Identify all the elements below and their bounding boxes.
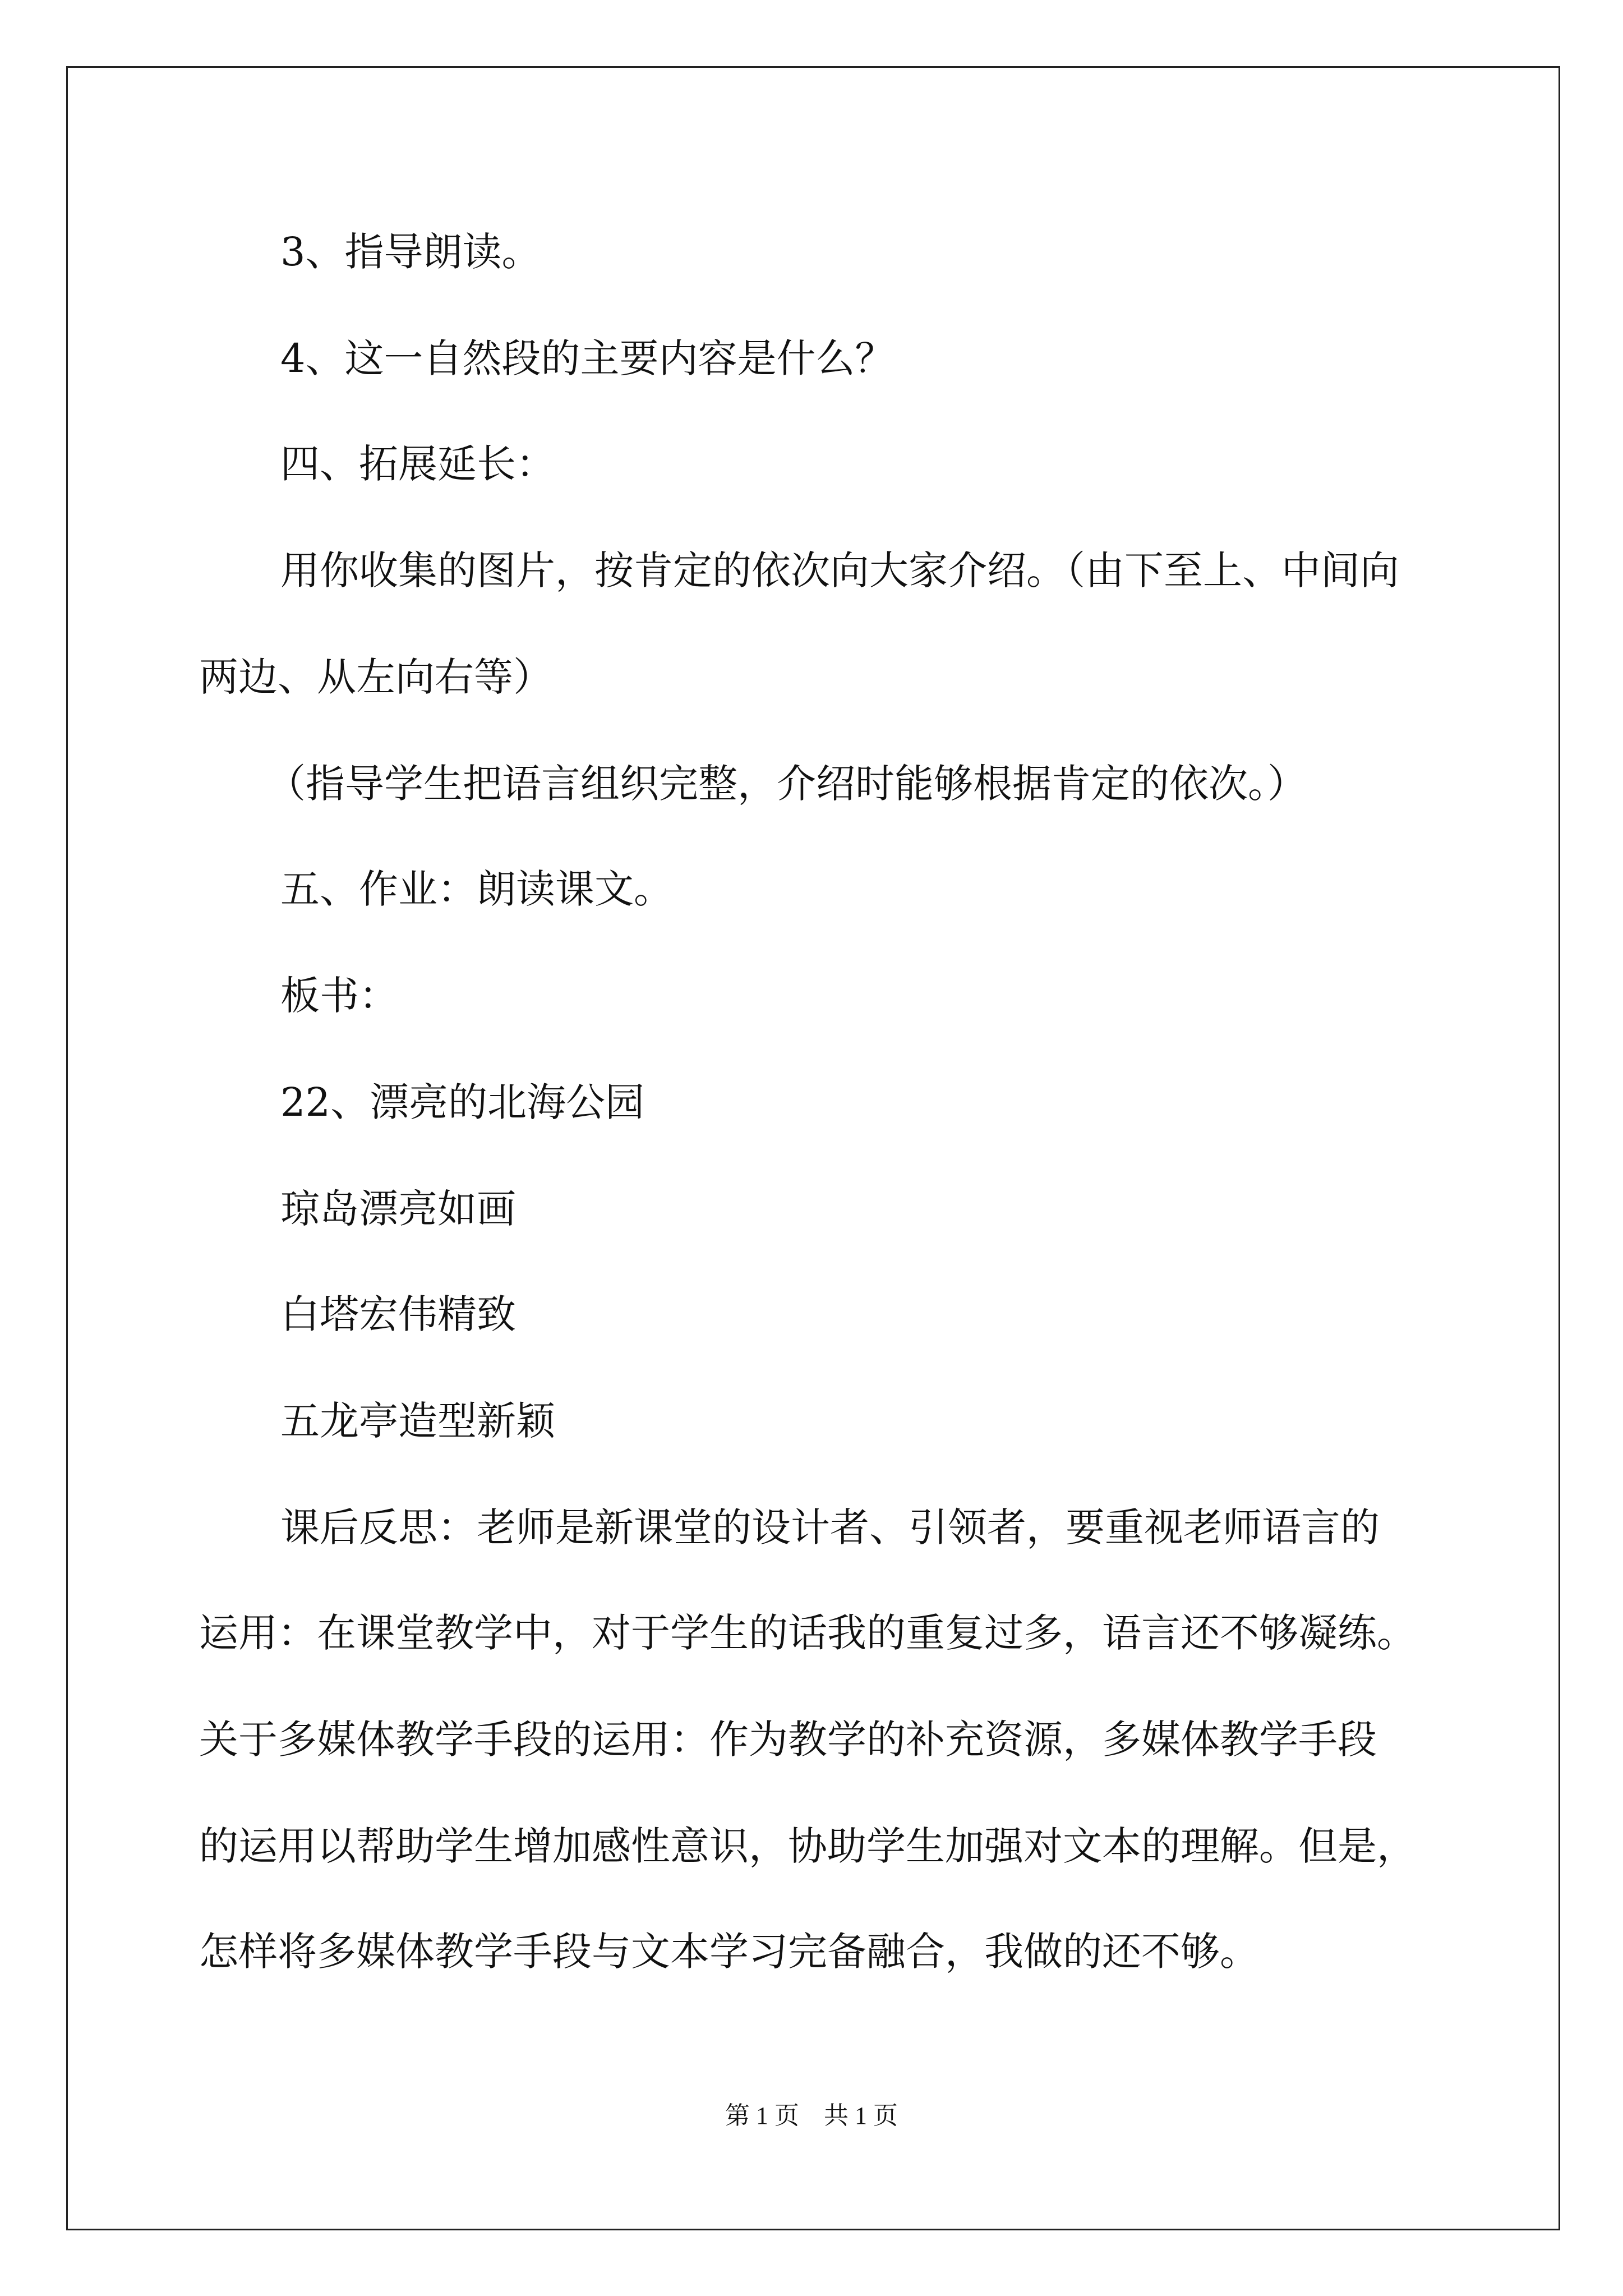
document-body	[199, 0, 1450, 2296]
text-line: （指导学生把语言组织完整，介绍时能够根据肯定的依次。）	[266, 761, 1307, 807]
text-line: 关于多媒体教学手段的运用：作为教学的补充资源，多媒体教学手段	[199, 1717, 1377, 1763]
text-line: 琼岛漂亮如画	[280, 1186, 516, 1232]
text-line: 五龙亭造型新颖	[280, 1398, 555, 1444]
section-heading: 四、拓展延长：	[280, 441, 555, 487]
page-total: 共 1 页	[824, 2102, 898, 2129]
page-number: 第 1 页	[725, 2102, 799, 2129]
text-line: 两边、从左向右等）	[199, 654, 552, 700]
text-line: 22、漂亮的北海公园	[280, 1079, 645, 1125]
text-line: 的运用以帮助学生增加感性意识，协助学生加强对文本的理解。但是，	[199, 1823, 1416, 1869]
text-line: 怎样将多媒体教学手段与文本学习完备融合，我做的还不够。	[199, 1929, 1259, 1975]
text-line: 运用：在课堂教学中，对于学生的话我的重复过多，语言还不够凝练。	[199, 1610, 1416, 1656]
text-line: 用你收集的图片，按肯定的依次向大家介绍。（由下至上、中间向	[280, 547, 1399, 593]
text-line: 课后反思：老师是新课堂的设计者、引领者，要重视老师语言的	[280, 1504, 1380, 1550]
section-heading: 五、作业：朗读课文。	[280, 866, 673, 912]
text-line: 白塔宏伟精致	[280, 1291, 516, 1337]
text-line: 4、这一自然段的主要内容是什么？	[280, 335, 895, 381]
page-footer	[0, 2099, 1623, 2133]
text-line: 板书：	[280, 973, 398, 1019]
text-line: 3、指导朗读。	[280, 229, 541, 275]
